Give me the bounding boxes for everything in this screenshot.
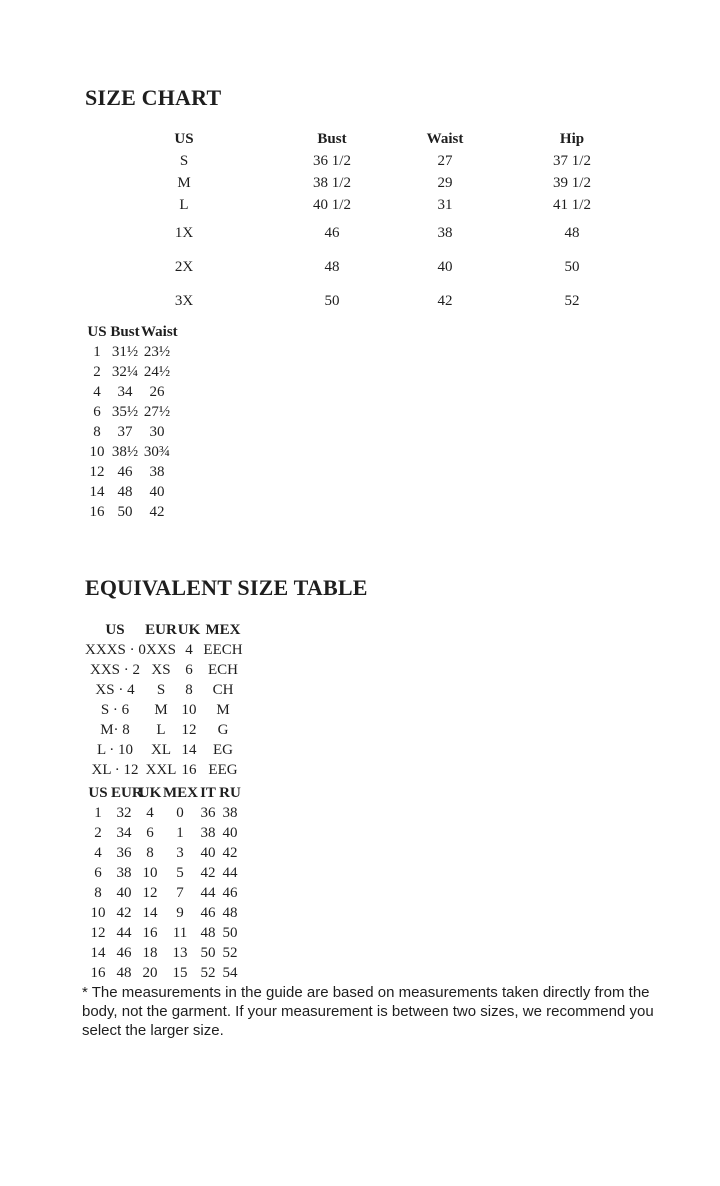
- table-cell: 36: [116, 845, 132, 861]
- table-cell: 31½: [111, 344, 139, 360]
- table-cell: 14: [181, 742, 197, 758]
- table-row: [85, 382, 173, 402]
- table-cell: 32: [116, 805, 132, 821]
- table-cell: 8: [94, 885, 102, 901]
- table-cell: 10: [181, 702, 197, 718]
- table-cell: M: [216, 702, 230, 718]
- table-cell: 8: [185, 682, 193, 698]
- table-cell: 54: [222, 965, 238, 981]
- table-cell: 38 1/2: [313, 175, 351, 191]
- table-cell: 52: [222, 945, 238, 961]
- column-header-us: US: [87, 324, 107, 340]
- table-cell: 27: [437, 153, 453, 169]
- table-cell: 46: [200, 905, 216, 921]
- table-cell: 34: [117, 384, 133, 400]
- table-cell: 24½: [143, 364, 171, 380]
- measurement-footnote: * The measurements in the guide are based on measurements taken directly from the body, not the garment. If your measurement is between two sizes, we recommend you select the larger size.: [82, 984, 654, 1039]
- column-header-eur: EUR: [145, 622, 177, 638]
- table-cell: XS · 4: [95, 682, 135, 698]
- table-row: [85, 502, 173, 522]
- table-header-row: [85, 783, 241, 803]
- table-cell: 48: [116, 965, 132, 981]
- plus-size-rows: [92, 216, 642, 318]
- table-cell: 10: [90, 905, 106, 921]
- size-chart-numeric-table: [85, 322, 178, 522]
- column-header-ru: RU: [219, 785, 241, 801]
- table-cell: M: [177, 175, 191, 191]
- table-cell: 50: [564, 259, 580, 275]
- table-row: [92, 150, 642, 172]
- equivalent-letter-rows: [85, 640, 245, 780]
- table-cell: 16: [142, 925, 158, 941]
- table-cell: S: [179, 153, 189, 169]
- table-row: [92, 284, 642, 318]
- table-cell: M· 8: [100, 722, 130, 738]
- equivalent-letter-table: [85, 620, 245, 780]
- table-row: [85, 803, 241, 823]
- column-header-eur: EUR: [111, 785, 143, 801]
- table-cell: 40 1/2: [313, 197, 351, 213]
- column-header-hip: Hip: [559, 131, 585, 147]
- table-header-row: [85, 322, 173, 342]
- table-cell: 42: [437, 293, 453, 309]
- table-cell: 38: [222, 805, 238, 821]
- table-cell: EG: [213, 742, 233, 758]
- table-cell: 6: [93, 404, 101, 420]
- table-cell: 10: [142, 865, 158, 881]
- table-header-row: [92, 128, 642, 150]
- table-cell: XXXS · 0: [85, 642, 146, 658]
- table-cell: XXS: [145, 642, 176, 658]
- table-cell: 5: [176, 865, 184, 881]
- table-cell: 1: [93, 344, 101, 360]
- table-cell: 48: [200, 925, 216, 941]
- table-cell: 4: [146, 805, 154, 821]
- table-cell: 16: [89, 504, 105, 520]
- table-cell: 12: [181, 722, 197, 738]
- table-row: [92, 194, 642, 216]
- table-row: [85, 402, 173, 422]
- table-cell: 4: [185, 642, 193, 658]
- table-cell: 8: [146, 845, 154, 861]
- table-cell: 48: [564, 225, 580, 241]
- table-cell: 13: [172, 945, 188, 961]
- table-cell: 26: [149, 384, 165, 400]
- table-row: [85, 680, 245, 700]
- table-cell: 6: [146, 825, 154, 841]
- table-cell: 34: [116, 825, 132, 841]
- table-cell: 42: [149, 504, 165, 520]
- table-cell: 38½: [111, 444, 139, 460]
- table-row: [85, 422, 173, 442]
- table-cell: S: [156, 682, 166, 698]
- table-row: [85, 482, 173, 502]
- table-cell: 27½: [143, 404, 171, 420]
- table-cell: 35½: [111, 404, 139, 420]
- table-cell: 44: [200, 885, 216, 901]
- table-cell: ECH: [208, 662, 238, 678]
- table-row: [85, 442, 173, 462]
- column-header-bust: Bust: [110, 324, 140, 340]
- table-cell: 46: [324, 225, 340, 241]
- column-header-us: US: [88, 785, 108, 801]
- table-cell: 50: [200, 945, 216, 961]
- table-cell: 31: [437, 197, 453, 213]
- table-cell: G: [217, 722, 229, 738]
- table-cell: 40: [149, 484, 165, 500]
- column-header-us: US: [105, 622, 125, 638]
- column-header-bust: Bust: [317, 131, 347, 147]
- table-cell: 46: [116, 945, 132, 961]
- table-cell: 12: [90, 925, 106, 941]
- table-row: [85, 903, 241, 923]
- table-cell: 18: [142, 945, 158, 961]
- column-header-uk: UK: [177, 622, 201, 638]
- table-row: [85, 843, 241, 863]
- table-cell: 1: [94, 805, 102, 821]
- table-cell: 4: [93, 384, 101, 400]
- table-cell: 40: [437, 259, 453, 275]
- table-cell: L: [156, 722, 166, 738]
- table-cell: 2: [93, 364, 101, 380]
- table-cell: 37 1/2: [553, 153, 591, 169]
- letter-size-rows: [92, 150, 642, 216]
- table-cell: 44: [116, 925, 132, 941]
- table-cell: S · 6: [100, 702, 130, 718]
- table-cell: 38: [116, 865, 132, 881]
- table-cell: 36: [200, 805, 216, 821]
- table-cell: 41 1/2: [553, 197, 591, 213]
- table-cell: 9: [176, 905, 184, 921]
- table-cell: 4: [94, 845, 102, 861]
- table-cell: 36 1/2: [313, 153, 351, 169]
- table-row: [85, 660, 245, 680]
- table-cell: XXL: [145, 762, 177, 778]
- table-cell: 44: [222, 865, 238, 881]
- table-cell: 6: [94, 865, 102, 881]
- table-cell: 0: [176, 805, 184, 821]
- table-row: [85, 943, 241, 963]
- table-cell: 1: [176, 825, 184, 841]
- table-cell: XL: [151, 742, 171, 758]
- table-cell: 16: [90, 965, 106, 981]
- table-cell: 8: [93, 424, 101, 440]
- table-cell: 52: [564, 293, 580, 309]
- table-row: [92, 216, 642, 250]
- table-row: [85, 923, 241, 943]
- equivalent-numeric-rows: [85, 803, 241, 983]
- table-cell: 42: [116, 905, 132, 921]
- table-cell: 7: [176, 885, 184, 901]
- table-cell: 2X: [174, 259, 194, 275]
- table-cell: 11: [172, 925, 188, 941]
- table-cell: 39 1/2: [553, 175, 591, 191]
- table-cell: CH: [212, 682, 234, 698]
- table-cell: 42: [222, 845, 238, 861]
- table-cell: 3X: [174, 293, 194, 309]
- table-cell: 12: [89, 464, 105, 480]
- column-header-mex: MEX: [205, 622, 241, 638]
- table-cell: 32¼: [111, 364, 139, 380]
- table-cell: 46: [222, 885, 238, 901]
- table-row: [85, 823, 241, 843]
- table-cell: 48: [222, 905, 238, 921]
- table-cell: 37: [117, 424, 133, 440]
- table-row: [85, 863, 241, 883]
- table-row: [92, 172, 642, 194]
- column-header-uk: UK: [138, 785, 162, 801]
- table-cell: 12: [142, 885, 158, 901]
- table-row: [85, 462, 173, 482]
- table-cell: 38: [149, 464, 165, 480]
- table-cell: 14: [89, 484, 105, 500]
- table-cell: 1X: [174, 225, 194, 241]
- table-cell: 42: [200, 865, 216, 881]
- table-header-row: [85, 620, 245, 640]
- table-cell: 40: [200, 845, 216, 861]
- table-cell: 52: [200, 965, 216, 981]
- table-cell: 3: [176, 845, 184, 861]
- numeric-size-rows: [85, 342, 173, 522]
- table-cell: 14: [90, 945, 106, 961]
- table-row: [85, 362, 173, 382]
- table-cell: 30¾: [143, 444, 171, 460]
- table-row: [85, 760, 245, 780]
- equivalent-size-table-title: EQUIVALENT SIZE TABLE: [85, 575, 368, 600]
- table-cell: 15: [172, 965, 188, 981]
- table-cell: 38: [437, 225, 453, 241]
- table-cell: 40: [222, 825, 238, 841]
- table-cell: L · 10: [96, 742, 134, 758]
- table-cell: EECH: [203, 642, 243, 658]
- table-cell: XS: [151, 662, 171, 678]
- table-cell: 2: [94, 825, 102, 841]
- table-cell: 50: [117, 504, 133, 520]
- table-cell: 16: [181, 762, 197, 778]
- table-cell: 20: [142, 965, 158, 981]
- table-cell: 38: [200, 825, 216, 841]
- table-cell: 46: [117, 464, 133, 480]
- equivalent-numeric-table: [85, 783, 241, 983]
- table-cell: EEG: [208, 762, 238, 778]
- table-cell: 48: [324, 259, 340, 275]
- table-cell: 14: [142, 905, 158, 921]
- table-row: [85, 883, 241, 903]
- table-row: [85, 640, 245, 660]
- column-header-waist: Waist: [426, 131, 464, 147]
- table-cell: 50: [324, 293, 340, 309]
- table-cell: 23½: [143, 344, 171, 360]
- table-cell: 48: [117, 484, 133, 500]
- table-cell: L: [179, 197, 189, 213]
- table-row: [85, 342, 173, 362]
- size-chart-letter-table: [92, 128, 642, 318]
- column-header-it: IT: [200, 785, 216, 801]
- table-cell: 10: [89, 444, 105, 460]
- column-header-us: US: [174, 131, 194, 147]
- table-cell: XXS · 2: [89, 662, 140, 678]
- table-cell: 6: [185, 662, 193, 678]
- table-row: [85, 700, 245, 720]
- table-row: [85, 740, 245, 760]
- table-row: [85, 720, 245, 740]
- table-row: [92, 250, 642, 284]
- size-chart-title: SIZE CHART: [85, 85, 222, 110]
- table-cell: XL · 12: [91, 762, 139, 778]
- column-header-mex: MEX: [163, 785, 198, 801]
- table-cell: M: [154, 702, 168, 718]
- table-cell: 40: [116, 885, 132, 901]
- table-cell: 30: [149, 424, 165, 440]
- column-header-waist: Waist: [141, 324, 178, 340]
- table-cell: 50: [222, 925, 238, 941]
- table-cell: 29: [437, 175, 453, 191]
- table-row: [85, 963, 241, 983]
